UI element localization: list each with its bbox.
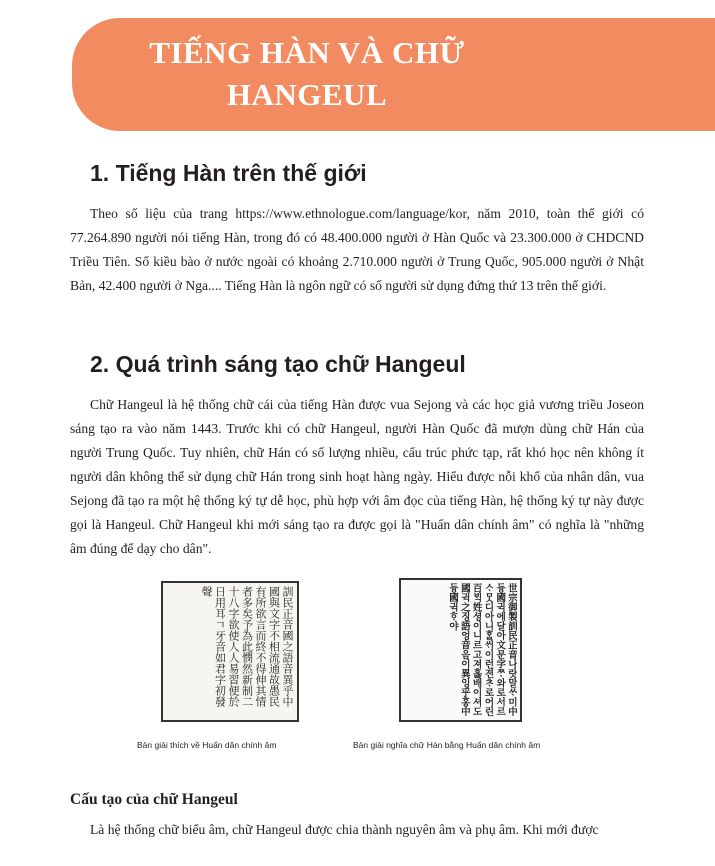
section-heading-hangeul-creation: 2. Quá trình sáng tạo chữ Hangeul (90, 351, 466, 377)
hunminjeongeum-eonhae-image (399, 578, 522, 722)
section-heading-world-korean: 1. Tiếng Hàn trên thế giới (90, 160, 367, 186)
figure-caption: Bản giải nghĩa chữ Hán bằng Huấn dân chính âm (353, 740, 541, 750)
chapter-title: TIẾNG HÀN VÀ CHỮ HANGEUL (149, 35, 465, 112)
figure-mixed-script-text: 世宗御製訓民正音나랏말ᄊᆞ미中듕國귁에달아文문字ᄍᆞ와로서르ᄉᆞᄆᆞᆺ디아니ᄒᆞᆯᄊᆡ이런젼ᄎᆞ로어린百ᄇᆡᆨ姓셩이니르고져홇배이셔도國귁之징語엉音음이異잉乎홍中듕國귁ᄒᆞ야 (447, 583, 517, 716)
subsection-paragraph-structure: Là hệ thống chữ biểu âm, chữ Hangeul được chia thành nguyên âm và phụ âm. Khi mới được (90, 822, 599, 837)
subsection-heading-structure: Cấu tạo của chữ Hangeul (70, 791, 238, 808)
hunminjeongeum-explanation-image (161, 581, 299, 722)
section-paragraph-world-korean: Theo số liệu của trang https://www.ethnologue.com/language/kor, năm 2010, toàn thế giới có 77.264.890 người nói tiếng Hàn, trong đó có 48.400.000 người ở Hàn Quốc và 23.300.000 ở CHDCND Triều Tiên. Số kiều bào ở nước ngoài có khoảng 2.710.000 người ở Trung Quốc, 905.000 người ở Nhật Bản, 42.400 người ở Nga.... Tiếng Hàn là ngôn ngữ có số người sử dụng đứng thứ 13 trên thế giới. (70, 206, 644, 293)
figure-caption: Bản giải thích về Huấn dân chính âm (137, 740, 277, 750)
figure-hanja-text: 訓民正音國之語音異乎中國與文字不相流通故愚民有所欲言而終不得伸其情者多矣予為此憫然新制二十八字欲使人人易習便於日用耳ㄱ牙音如君字初發聲 (200, 586, 294, 707)
section-paragraph-hangeul-creation: Chữ Hangeul là hệ thống chữ cái của tiếng Hàn được vua Sejong và các học giả vương triều Joseon sáng tạo ra vào năm 1443. Trước khi có chữ Hangeul, người Hàn Quốc đã mượn dùng chữ Hán của người Trung Quốc. Tuy nhiên, chữ Hán có số lượng nhiều, cấu trúc phức tạp, rất khó học nên không ít người dân không thể sử dụng chữ Hán trong sinh hoạt hàng ngày. Hiểu được nỗi khổ của nhân dân, vua Sejong đã tạo ra một hệ thống ký tự dễ học, phù hợp với âm đọc của tiếng Hàn, hệ thống ký tự này được gọi là Hangeul. Chữ Hangeul khi mới sáng tạo ra được gọi là "Huấn dân chính âm" có nghĩa là "những âm đúng để dạy cho dân". (70, 397, 644, 556)
